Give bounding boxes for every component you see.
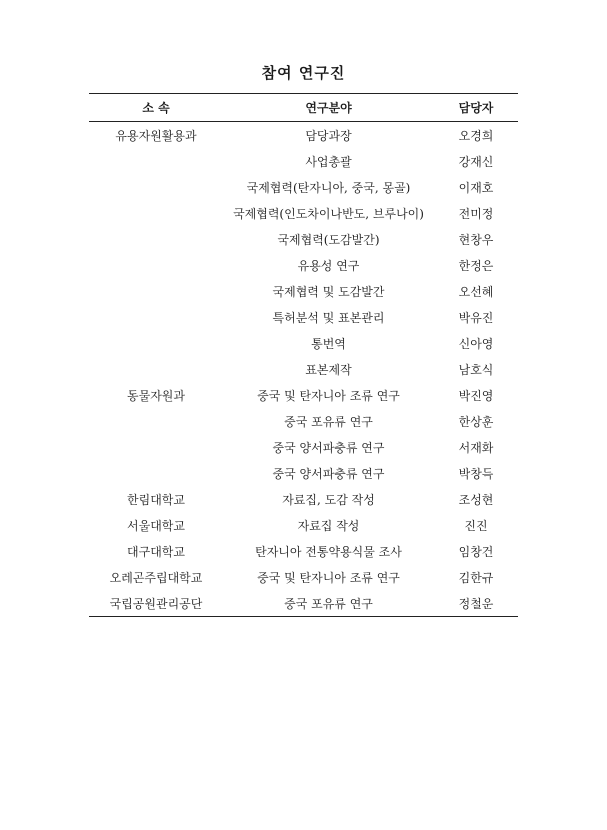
table-row bbox=[89, 408, 518, 434]
cell-person-in-charge: 서재화 bbox=[458, 440, 494, 455]
cell-research-field: 중국 양서파충류 연구 bbox=[272, 440, 385, 455]
cell-research-field: 표본제작 bbox=[305, 362, 352, 377]
cell-affiliation bbox=[89, 408, 223, 434]
cell-affiliation: 한림대학교 bbox=[127, 492, 185, 507]
table-row bbox=[89, 538, 518, 564]
cell-research-field: 중국 포유류 연구 bbox=[223, 590, 434, 617]
cell-research-field: 중국 및 탄자니아 조류 연구 bbox=[257, 388, 400, 403]
header-affiliation: 소 속 bbox=[89, 94, 223, 122]
cell-research-field: 중국 및 탄자니아 조류 연구 bbox=[257, 570, 400, 585]
cell-person-in-charge: 박창득 bbox=[458, 466, 494, 481]
cell-affiliation bbox=[89, 148, 223, 174]
cell-person-in-charge: 한상훈 bbox=[458, 414, 494, 429]
cell-research-field: 자료집, 도감 작성 bbox=[282, 492, 375, 507]
table-row bbox=[89, 564, 518, 590]
cell-research-field: 통번역 bbox=[311, 336, 346, 351]
header-person-in-charge: 담당자 bbox=[434, 94, 518, 122]
cell-affiliation: 대구대학교 bbox=[127, 544, 185, 559]
table-row bbox=[89, 460, 518, 486]
cell-affiliation bbox=[89, 356, 223, 382]
cell-affiliation bbox=[89, 200, 223, 226]
cell-research-field: 국제협력(인도차이나반도, 브루나이) bbox=[233, 206, 424, 221]
cell-research-field: 탄자니아 전통약용식물 조사 bbox=[255, 544, 402, 559]
cell-affiliation: 오레곤주립대학교 bbox=[109, 570, 203, 585]
cell-person-in-charge: 강재신 bbox=[458, 154, 494, 169]
table-row bbox=[89, 486, 518, 512]
table-row bbox=[89, 148, 518, 174]
research-team-table bbox=[89, 93, 518, 617]
cell-affiliation bbox=[89, 330, 223, 356]
table-row bbox=[89, 356, 518, 382]
cell-research-field: 중국 포유류 연구 bbox=[284, 414, 373, 429]
cell-research-field: 유용성 연구 bbox=[297, 258, 360, 273]
cell-person-in-charge: 김한규 bbox=[458, 570, 494, 585]
cell-research-field: 담당과장 bbox=[305, 128, 352, 143]
table-row bbox=[89, 512, 518, 538]
cell-affiliation: 국립공원관리공단 bbox=[89, 590, 223, 617]
table-row bbox=[89, 226, 518, 252]
cell-research-field: 중국 양서파충류 연구 bbox=[272, 466, 385, 481]
page-title: 참여 연구진 bbox=[261, 64, 346, 82]
cell-affiliation: 서울대학교 bbox=[127, 518, 185, 533]
cell-research-field: 국제협력(도감발간) bbox=[277, 232, 380, 247]
cell-affiliation bbox=[89, 304, 223, 330]
cell-affiliation bbox=[89, 278, 223, 304]
cell-person-in-charge: 오선혜 bbox=[458, 284, 494, 299]
table-row bbox=[89, 122, 518, 149]
cell-affiliation bbox=[89, 252, 223, 278]
table-row bbox=[89, 174, 518, 200]
cell-affiliation bbox=[89, 460, 223, 486]
header-research-field: 연구분야 bbox=[223, 94, 434, 122]
cell-research-field: 특허분석 및 표본관리 bbox=[272, 310, 385, 325]
cell-affiliation bbox=[89, 226, 223, 252]
cell-person-in-charge: 임창건 bbox=[458, 544, 494, 559]
cell-person-in-charge: 한정은 bbox=[458, 258, 494, 273]
cell-research-field: 국제협력(탄자니아, 중국, 몽골) bbox=[246, 180, 411, 195]
cell-affiliation: 유용자원활용과 bbox=[115, 128, 197, 143]
cell-person-in-charge: 현창우 bbox=[458, 232, 494, 247]
cell-affiliation: 동물자원과 bbox=[127, 388, 185, 403]
table-row bbox=[89, 382, 518, 408]
table-row bbox=[89, 330, 518, 356]
table-row bbox=[89, 590, 518, 617]
cell-research-field: 사업총괄 bbox=[305, 154, 352, 169]
cell-person-in-charge: 전미정 bbox=[458, 206, 494, 221]
cell-person-in-charge: 신아영 bbox=[458, 336, 494, 351]
table-row bbox=[89, 278, 518, 304]
cell-person-in-charge: 이재호 bbox=[458, 180, 494, 195]
table-row bbox=[89, 434, 518, 460]
cell-person-in-charge: 남호식 bbox=[458, 362, 494, 377]
cell-person-in-charge: 박유진 bbox=[458, 310, 494, 325]
cell-person-in-charge: 진진 bbox=[464, 518, 488, 533]
cell-person-in-charge: 조성현 bbox=[458, 492, 494, 507]
cell-person-in-charge: 오경희 bbox=[458, 128, 494, 143]
table-row bbox=[89, 252, 518, 278]
cell-person-in-charge: 박진영 bbox=[458, 388, 494, 403]
cell-research-field: 국제협력 및 도감발간 bbox=[272, 284, 385, 299]
table-row bbox=[89, 200, 518, 226]
table-header-row bbox=[89, 94, 518, 122]
cell-person-in-charge: 정철운 bbox=[434, 590, 518, 617]
cell-affiliation bbox=[89, 434, 223, 460]
cell-research-field: 자료집 작성 bbox=[297, 518, 360, 533]
table-row bbox=[89, 304, 518, 330]
cell-affiliation bbox=[89, 174, 223, 200]
